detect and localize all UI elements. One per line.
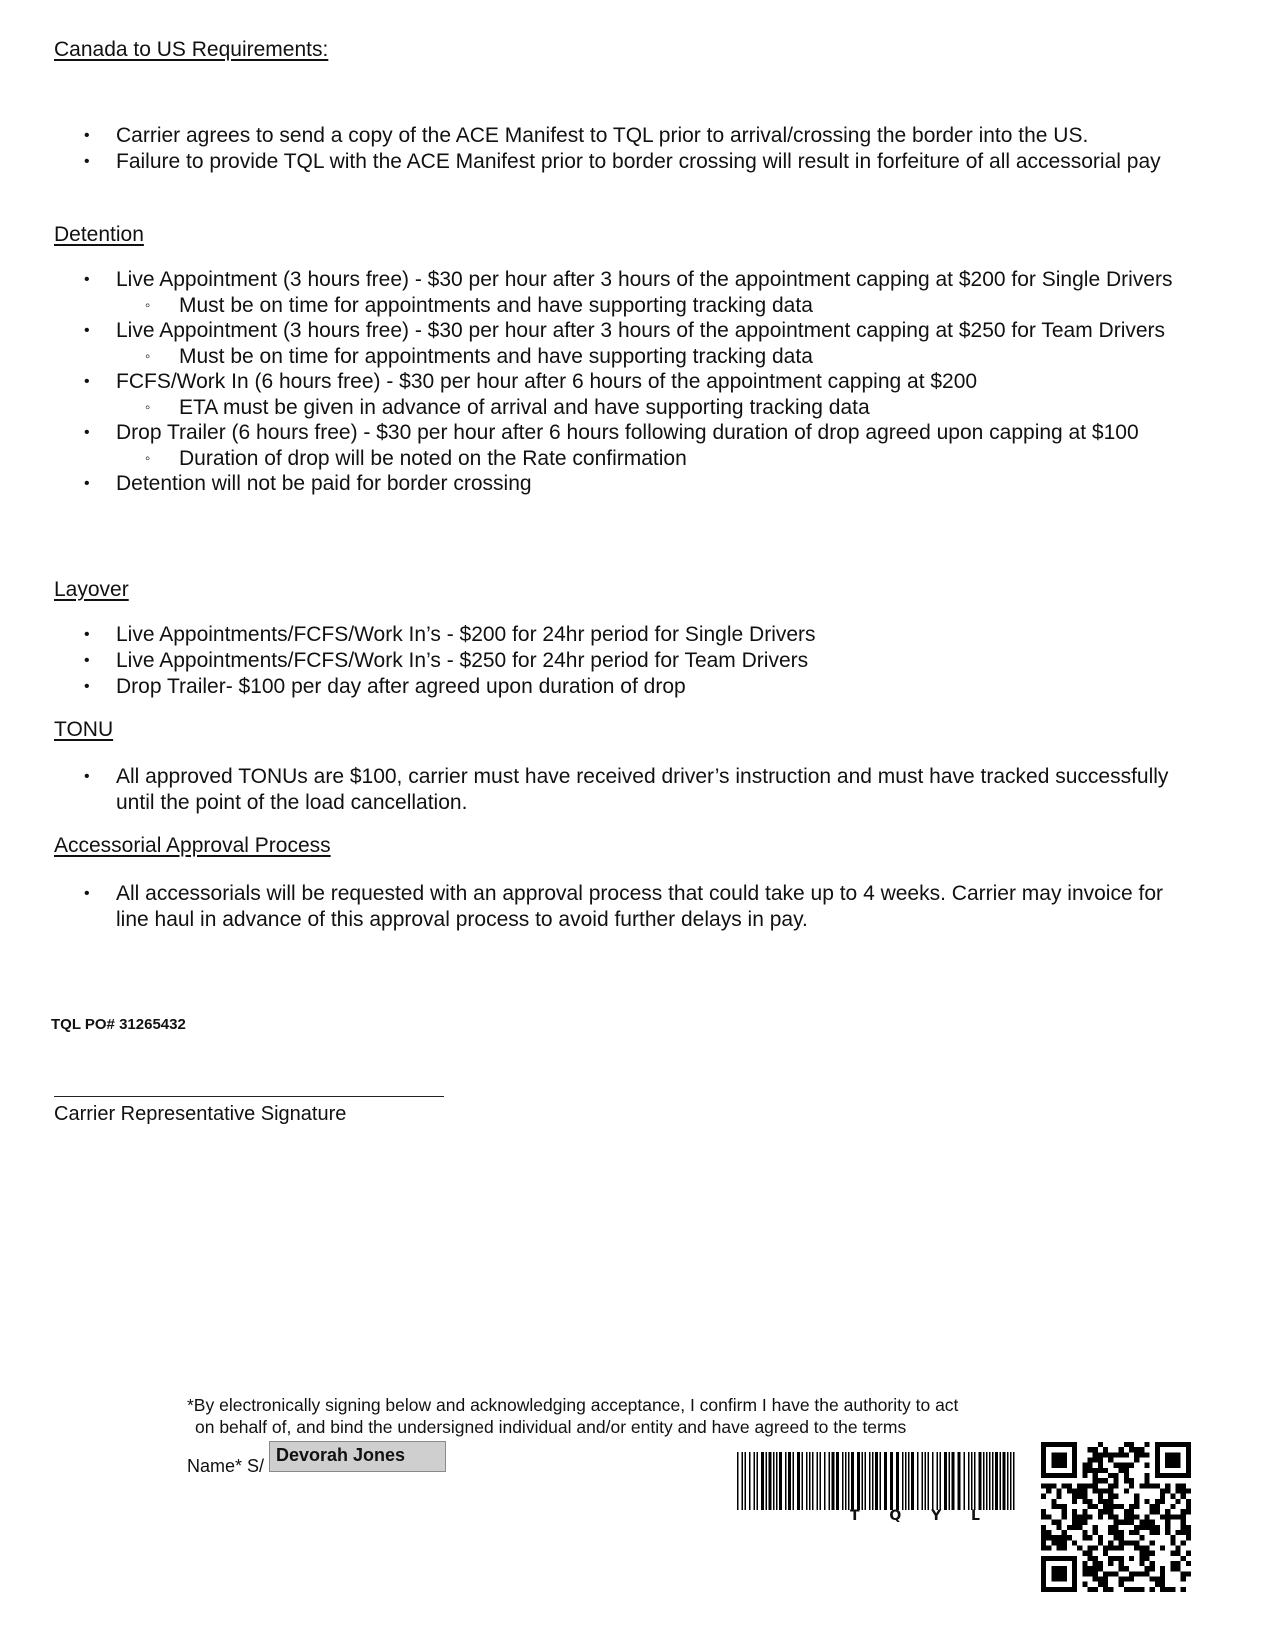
list-item: • Failure to provide TQL with the ACE Manifest prior to border crossing will result in forfeiture of all accessorial pay	[0, 149, 1176, 175]
barcode-char: Y	[931, 1508, 942, 1524]
list-item: • Live Appointments/FCFS/Work In’s - $200 for 24hr period for Single Drivers	[0, 622, 1176, 648]
consent-line-2: on behalf of, and bind the undersigned individual and/or entity and have agreed to the terms	[195, 1417, 907, 1437]
list-item: • Detention will not be paid for border crossing	[0, 471, 1176, 497]
canada-list	[0, 123, 1275, 175]
layover-list	[0, 622, 1275, 700]
list-item: • FCFS/Work In (6 hours free) - $30 per hour after 6 hours of the appointment capping at $200	[0, 369, 1176, 395]
list-item: • Drop Trailer- $100 per day after agreed upon duration of drop	[0, 674, 1176, 700]
sub-list-item: ◦ Must be on time for appointments and have supporting tracking data	[0, 344, 1275, 369]
section-heading-detention: Detention	[54, 223, 144, 246]
list-item: • Live Appointment (3 hours free) - $30 per hour after 3 hours of the appointment capping at $250 for Team Drivers	[0, 318, 1176, 344]
name-field[interactable]: Devorah Jones	[269, 1441, 446, 1472]
section-heading-layover: Layover	[54, 578, 129, 601]
po-number: TQL PO# 31265432	[51, 1016, 186, 1033]
sub-list-item: ◦ Duration of drop will be noted on the Rate confirmation	[0, 446, 1275, 471]
barcode-char: T	[850, 1508, 860, 1524]
sub-list-item: ◦ ETA must be given in advance of arrival and have supporting tracking data	[0, 395, 1275, 420]
approval-list	[0, 881, 1275, 933]
barcode-char: L	[971, 1508, 980, 1524]
tonu-list	[0, 764, 1275, 816]
list-item: • All accessorials will be requested with an approval process that could take up to 4 weeks. Carrier may invoice for line haul in advance of this approval process to avoid further delays in pay.	[0, 881, 1176, 933]
barcode	[737, 1452, 1019, 1510]
section-heading-tonu: TONU	[54, 718, 114, 741]
list-item: • All approved TONUs are $100, carrier must have received driver’s instruction and must have tracked successfully until the point of the load cancellation.	[0, 764, 1176, 816]
list-item: • Live Appointment (3 hours free) - $30 per hour after 3 hours of the appointment capping at $200 for Single Drivers	[0, 267, 1176, 293]
qr-code	[1041, 1442, 1191, 1592]
list-item: • Drop Trailer (6 hours free) - $30 per hour after 6 hours following duration of drop agreed upon capping at $100	[0, 420, 1266, 446]
barcode-char: Q	[889, 1508, 902, 1524]
consent-line-1: *By electronically signing below and acknowledging acceptance, I confirm I have the authority to act	[187, 1395, 959, 1415]
sub-list-item: ◦ Must be on time for appointments and have supporting tracking data	[0, 293, 1275, 318]
section-heading-approval: Accessorial Approval Process	[54, 834, 331, 857]
list-item: • Live Appointments/FCFS/Work In’s - $250 for 24hr period for Team Drivers	[0, 648, 1176, 674]
name-label: Name* S/	[187, 1456, 265, 1476]
detention-list	[0, 267, 1275, 497]
consent-text	[187, 1394, 1047, 1438]
signature-label: Carrier Representative Signature	[54, 1103, 347, 1125]
section-heading-canada: Canada to US Requirements:	[54, 38, 329, 61]
barcode-caption	[850, 1508, 980, 1524]
signature-line[interactable]	[54, 1096, 444, 1097]
list-item: • Carrier agrees to send a copy of the ACE Manifest to TQL prior to arrival/crossing the border into the US.	[0, 123, 1176, 149]
